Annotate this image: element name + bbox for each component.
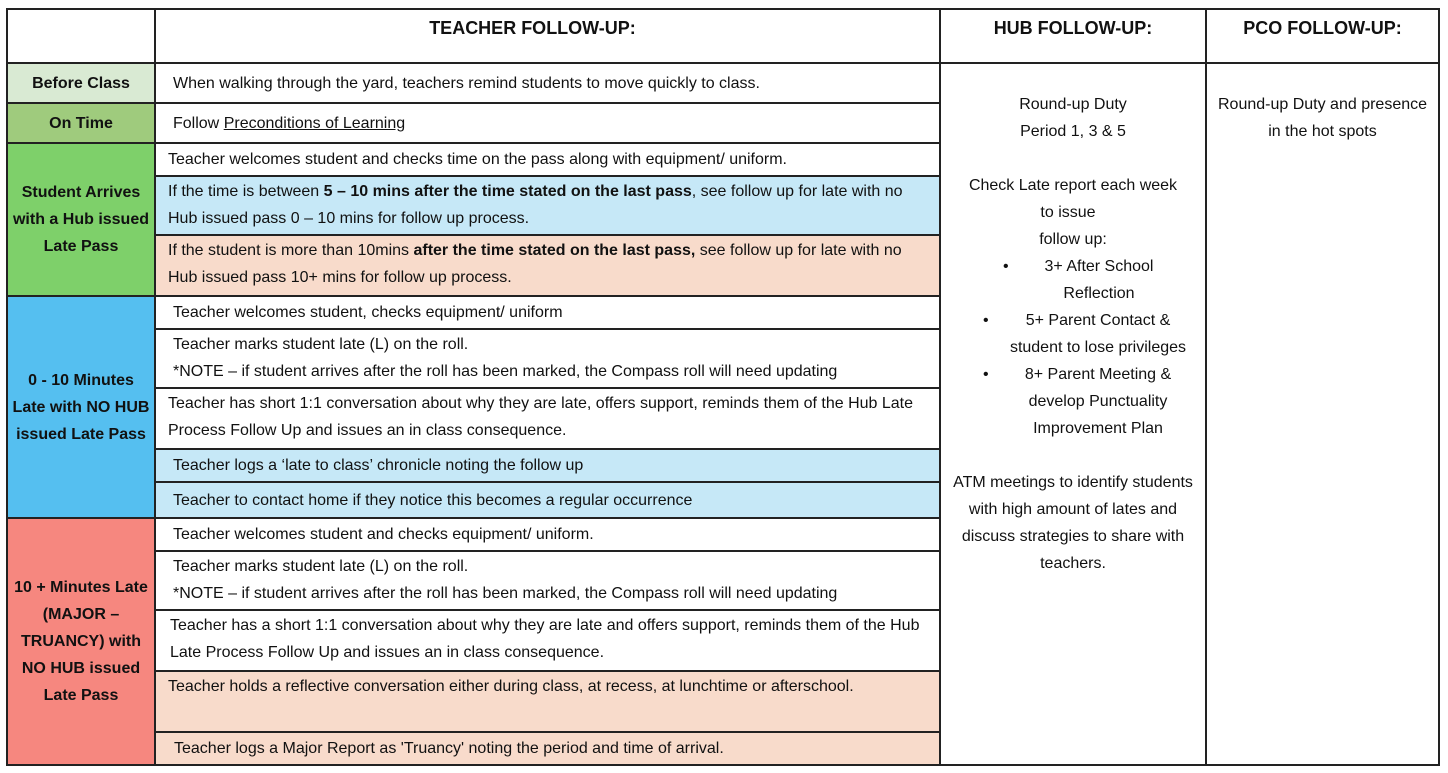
hub-followup-item — [941, 253, 1205, 307]
hub-late-line-2: to issue — [1040, 204, 1096, 221]
pco-followup-cell — [1205, 62, 1440, 766]
hub-late-line-1: Check Late report each week — [968, 177, 1178, 194]
zero-ten-row-mark-late — [154, 328, 941, 389]
hub-atm-text: ATM meetings to identify students with high amount of lates and discuss strategies to share with teachers. — [953, 474, 1193, 572]
zero-ten-row-note-text: *NOTE – if student arrives after the roll has been marked, the Compass roll will need updating — [173, 363, 838, 380]
hub-row-welcome-text: Teacher welcomes student and checks time on the pass along with equipment/ uniform. — [168, 151, 787, 168]
category-hub-late-pass: Student Arrives with a Hub issued Late Pass — [6, 142, 156, 297]
hub-duty-line-1: Round-up Duty — [1019, 96, 1127, 113]
hub-late-line-3: follow up: — [1039, 231, 1107, 248]
ten-plus-row-mark-late-text: Teacher marks student late (L) on the roll. — [173, 558, 469, 575]
zero-ten-row-welcome-text: Teacher welcomes student, checks equipment/ uniform — [173, 304, 563, 321]
row-on-time-prefix: Follow — [173, 114, 224, 132]
hub-row-welcome — [154, 142, 941, 177]
row-before-class-text: When walking through the yard, teachers remind students to move quickly to class. — [173, 74, 760, 92]
category-on-time: On Time — [6, 102, 156, 144]
ten-plus-row-conversation — [154, 609, 941, 672]
bullet-icon: • — [983, 366, 989, 383]
hub-row-5-10-mins — [154, 175, 941, 236]
ten-plus-row-conversation-text: Teacher has a short 1:1 conversation about why they are late and offers support, reminds them of the Hub Late Process Follow Up and issues an in class consequence. — [170, 617, 920, 661]
hub-followup-item — [941, 307, 1205, 361]
hub-row-10-plus-text-a: If the student is more than 10mins — [168, 242, 414, 259]
ten-plus-row-mark-late — [154, 550, 941, 611]
pco-followup-text: Round-up Duty and presence in the hot spots — [1217, 96, 1428, 140]
hub-row-5-10-text-a: If the time is between — [168, 183, 324, 200]
category-0-10-minutes-late: 0 - 10 Minutes Late with NO HUB issued Late Pass — [6, 295, 156, 519]
hub-followup-item — [941, 361, 1205, 442]
hub-row-10-plus-text-c: see follow up for late with no Hub issued pass 10+ mins for follow up process. — [168, 242, 907, 286]
zero-ten-row-mark-late-text: Teacher marks student late (L) on the roll. — [173, 336, 469, 353]
preconditions-of-learning-link[interactable]: Preconditions of Learning — [223, 114, 406, 132]
zero-ten-row-chronicle-text: Teacher logs a ‘late to class’ chronicle noting the follow up — [173, 457, 584, 474]
row-before-class — [154, 62, 941, 104]
hub-followup-list — [941, 253, 1205, 442]
corner-cell — [6, 8, 156, 64]
ten-plus-row-note-text: *NOTE – if student arrives after the roll has been marked, the Compass roll will need updating — [173, 585, 838, 602]
zero-ten-row-contact-home — [154, 481, 941, 519]
bullet-icon: • — [983, 312, 989, 329]
zero-ten-row-welcome — [154, 295, 941, 330]
teacher-followup-header: TEACHER FOLLOW-UP: — [154, 8, 941, 64]
hub-row-5-10-text-c: , see follow up for late with no Hub issued pass 0 – 10 mins for follow up process. — [168, 183, 903, 227]
category-before-class: Before Class — [6, 62, 156, 104]
hub-duty-line-2: Period 1, 3 & 5 — [1020, 123, 1126, 140]
bullet-icon: • — [1003, 258, 1009, 275]
hub-followup-item-text: 5+ Parent Contact & student to lose privileges — [1009, 312, 1187, 356]
row-on-time — [154, 102, 941, 144]
zero-ten-row-conversation — [154, 387, 941, 450]
hub-row-10-plus-text-bold: after the time stated on the last pass, — [413, 242, 696, 259]
ten-plus-row-major-report — [154, 731, 941, 766]
ten-plus-row-reflective-text: Teacher holds a reflective conversation either during class, at recess, at lunchtime or afterschool. — [168, 678, 854, 695]
hub-followup-cell — [939, 62, 1207, 766]
ten-plus-row-welcome — [154, 517, 941, 552]
ten-plus-row-welcome-text: Teacher welcomes student and checks equipment/ uniform. — [173, 526, 594, 543]
hub-row-10-plus-mins — [154, 234, 941, 297]
zero-ten-row-conversation-text: Teacher has short 1:1 conversation about why they are late, offers support, reminds them of the Hub Late Process Follow Up and issues an in class consequence. — [168, 395, 914, 439]
zero-ten-row-contact-home-text: Teacher to contact home if they notice this becomes a regular occurrence — [173, 491, 693, 509]
ten-plus-row-major-report-text: Teacher logs a Major Report as 'Truancy' noting the period and time of arrival. — [174, 740, 724, 757]
zero-ten-row-chronicle — [154, 448, 941, 483]
ten-plus-row-reflective — [154, 670, 941, 733]
hub-row-5-10-text-bold: 5 – 10 mins after the time stated on the last pass — [323, 183, 692, 200]
pco-followup-header: PCO FOLLOW-UP: — [1205, 8, 1440, 64]
hub-followup-header: HUB FOLLOW-UP: — [939, 8, 1207, 64]
category-10-plus-minutes-late: 10 + Minutes Late (MAJOR – TRUANCY) with NO HUB issued Late Pass — [6, 517, 156, 766]
hub-followup-item-text: 3+ After School Reflection — [1044, 258, 1154, 302]
hub-followup-item-text: 8+ Parent Meeting & develop Punctuality Improvement Plan — [1024, 366, 1172, 437]
